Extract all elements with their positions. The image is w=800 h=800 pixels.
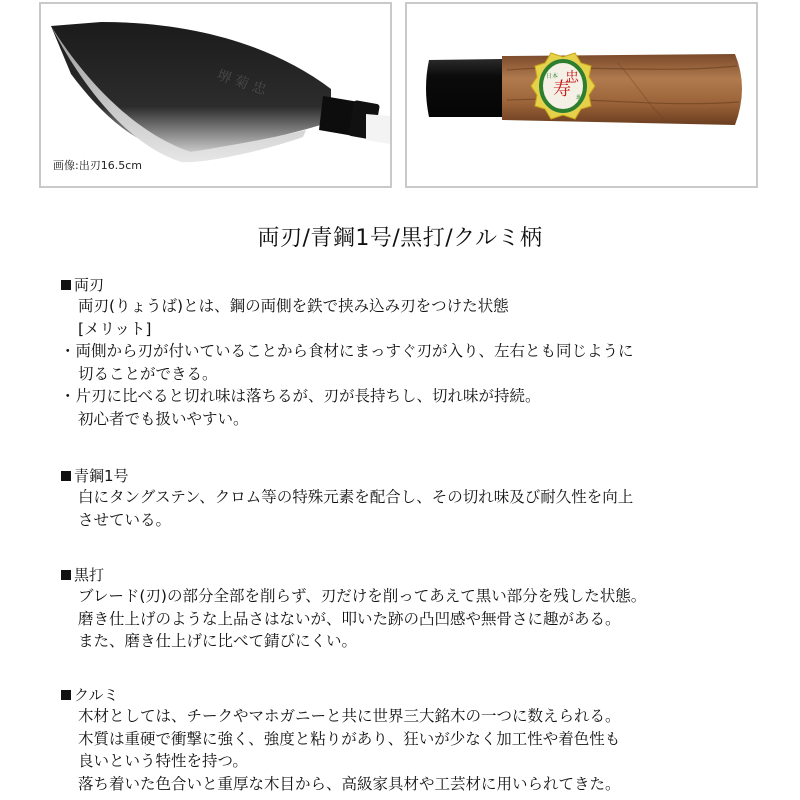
- section-title-text: 両刃: [74, 276, 105, 294]
- image-caption: 画像:出刃16.5cm: [53, 159, 142, 172]
- text-line: 初心者でも扱いやすい。: [78, 409, 249, 428]
- stamp-kanji-right: 忠: [565, 70, 579, 86]
- section-title: [61, 466, 790, 486]
- text-line: 良いという特性を持つ。: [78, 752, 248, 770]
- bullet-line: ・両側から刃が付いていることから食材にまっすぐ刃が入り、左右とも同じように: [60, 342, 634, 360]
- section-title: [61, 565, 790, 585]
- square-bullet-icon: [61, 690, 71, 700]
- section-aogami: [60, 466, 790, 531]
- text-line: 切ることができる。: [78, 364, 218, 383]
- section-title-text: 青鋼1号: [74, 467, 129, 485]
- knife-handle-photo: [405, 2, 758, 188]
- square-bullet-icon: [61, 570, 71, 580]
- blade-engraving: 堺 菊 忠: [214, 67, 269, 99]
- text-line: 木質は重硬で衝撃に強く、強度と粘りがあり、狂いが少なく加工性や着色性も: [78, 729, 621, 748]
- text-line: 白にタングステン、クロム等の特殊元素を配合し、その切れ味及び耐久性を向上: [78, 488, 634, 506]
- walnut-handle-illustration: [407, 4, 756, 186]
- section-kurouchi: [60, 565, 790, 653]
- knife-blade-photo: [39, 2, 392, 188]
- square-bullet-icon: [61, 471, 71, 481]
- section-title: [61, 275, 790, 295]
- bullet-line: ・片刃に比べると切れ味は落ちるが、刃が長持ちし、切れ味が持続。: [60, 387, 541, 405]
- text-line: また、磨き仕上げに比べて錆びにくい。: [78, 632, 358, 650]
- stamp-kanji-center: 寿: [553, 79, 571, 100]
- page-title: 両刃/青鋼1号/黒打/クルミ柄: [257, 226, 543, 251]
- text-line: 落ち着いた色合いと重厚な木目から、高級家具材や工芸材に用いられてきた。: [78, 774, 621, 793]
- square-bullet-icon: [61, 280, 71, 290]
- text-line: [メリット]: [78, 319, 152, 338]
- stamp-text-left: 日本: [546, 73, 559, 80]
- text-line: ブレード(刃)の部分全部を削らず、刃だけを削ってあえて黒い部分を残した状態。: [78, 587, 647, 605]
- section-title-text: 黒打: [74, 566, 105, 584]
- section-ryoba: [60, 275, 790, 430]
- text-line: 磨き仕上げのような上品さはないが、叩いた跡の凸凹感や無骨さに趣がある。: [78, 609, 621, 628]
- section-title-text: クルミ: [74, 686, 119, 704]
- section-kurumi: [60, 685, 790, 795]
- section-title: [61, 685, 790, 705]
- text-line: 両刃(りょうば)とは、鋼の両側を鉄で挟み込み刃をつけた状態: [78, 297, 509, 315]
- text-line: 木材としては、チークやマホガニーと共に世界三大銘木の一つに数えられる。: [78, 707, 621, 725]
- stamp-text-right: 堺: [576, 95, 583, 102]
- text-line: させている。: [78, 510, 172, 529]
